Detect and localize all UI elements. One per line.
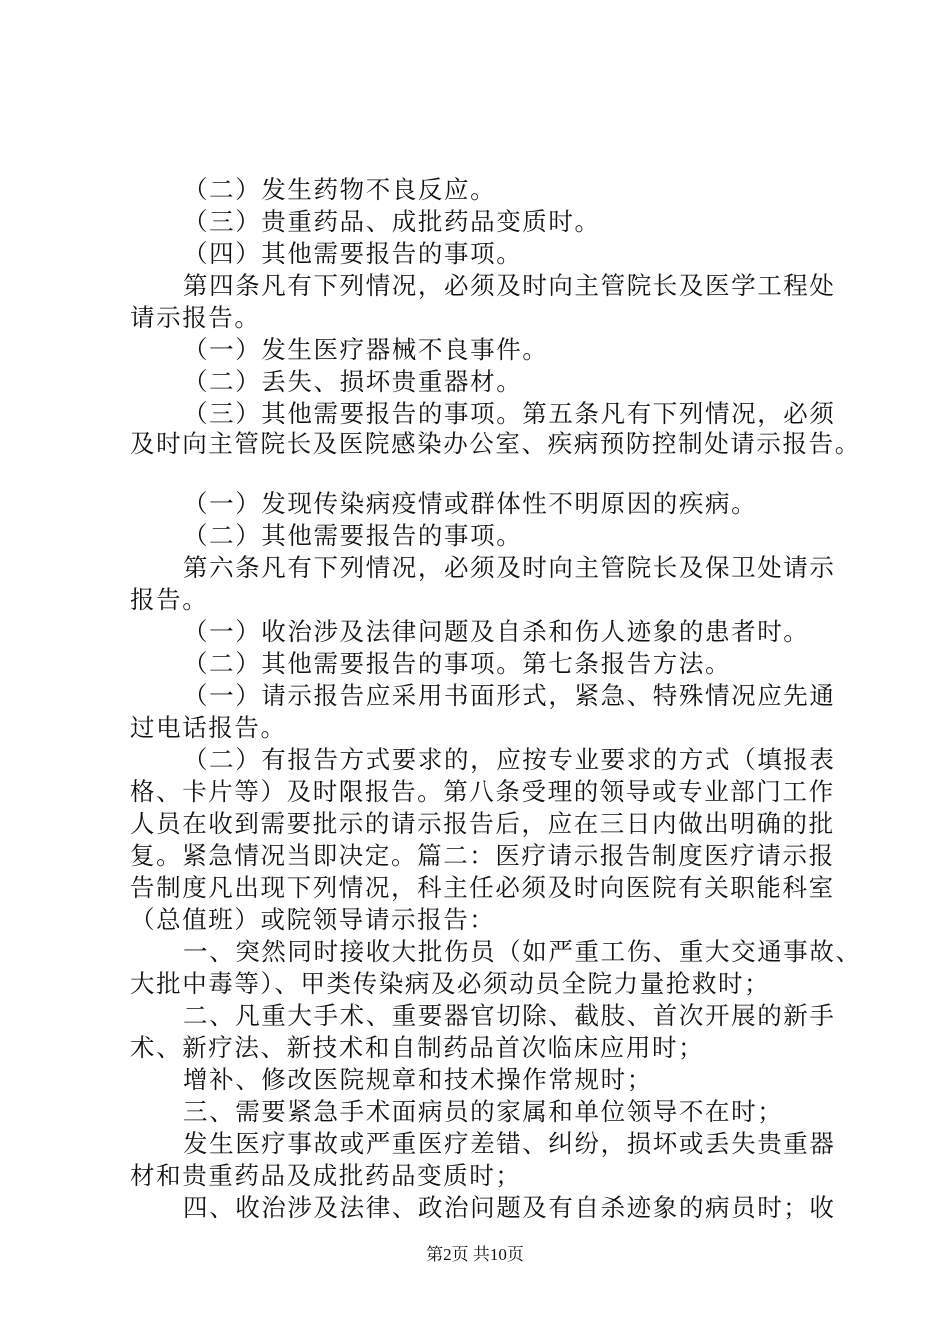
- text-line: 请示报告。: [130, 303, 261, 332]
- text-line: 人员在收到需要批示的请示报告后，应在三日内做出明确的批: [130, 809, 835, 838]
- text-line: （一）收治涉及法律问题及自杀和伤人迹象的患者时。: [183, 617, 810, 646]
- text-line: 告制度凡出现下列情况，科主任必须及时向医院有关职能科室: [130, 873, 835, 902]
- text-line: 复。紧急情况当即决定。篇二：医疗请示报告制度医疗请示报: [130, 841, 835, 870]
- text-line: 四、收治涉及法律、政治问题及有自杀迹象的病员时；收: [183, 1193, 836, 1222]
- text-line: 过电话报告。: [130, 713, 287, 742]
- text-line: （一）请示报告应采用书面形式，紧急、特殊情况应先通: [183, 681, 836, 710]
- text-line: 一、突然同时接收大批伤员（如严重工伤、重大交通事故、: [183, 937, 862, 966]
- text-line: 材和贵重药品及成批药品变质时；: [130, 1161, 522, 1190]
- text-line: （二）有报告方式要求的，应按专业要求的方式（填报表: [183, 745, 836, 774]
- text-line: 发生医疗事故或严重医疗差错、纠纷，损坏或丢失贵重器: [183, 1129, 836, 1158]
- text-line: 报告。: [130, 585, 209, 614]
- text-line: 大批中毒等）、甲类传染病及必须动员全院力量抢救时；: [130, 969, 771, 998]
- text-line: 第六条凡有下列情况，必须及时向主管院长及保卫处请示: [183, 553, 836, 582]
- text-line: （四）其他需要报告的事项。: [183, 239, 523, 268]
- text-line: 格、卡片等）及时限报告。第八条受理的领导或专业部门工作: [130, 777, 835, 806]
- text-line: （三）贵重药品、成批药品变质时。: [183, 207, 601, 236]
- text-line: （二）发生药物不良反应。: [183, 175, 497, 204]
- text-line: （总值班）或院领导请示报告：: [130, 905, 496, 934]
- text-line: （一）发生医疗器械不良事件。: [183, 335, 549, 364]
- text-line: （一）发现传染病疫情或群体性不明原因的疾病。: [183, 489, 758, 518]
- text-line: （二）其他需要报告的事项。第七条报告方法。: [183, 649, 732, 678]
- text-line: 增补、修改医院规章和技术操作常规时；: [183, 1065, 653, 1094]
- text-line: 及时向主管院长及医院感染办公室、疾病预防控制处请示报告。: [130, 429, 861, 458]
- text-line: 二、凡重大手术、重要器官切除、截肢、首次开展的新手: [183, 1001, 836, 1030]
- text-line: （二）丢失、损坏贵重器材。: [183, 367, 523, 396]
- page-number-footer: 第2页 共10页: [426, 1245, 524, 1264]
- text-line: 第四条凡有下列情况，必须及时向主管院长及医学工程处: [183, 271, 836, 300]
- text-line: 术、新疗法、新技术和自制药品首次临床应用时；: [130, 1033, 705, 1062]
- text-line: （三）其他需要报告的事项。第五条凡有下列情况，必须: [183, 399, 836, 428]
- text-line: 三、需要紧急手术面病员的家属和单位领导不在时；: [183, 1097, 784, 1126]
- text-line: （二）其他需要报告的事项。: [183, 521, 523, 550]
